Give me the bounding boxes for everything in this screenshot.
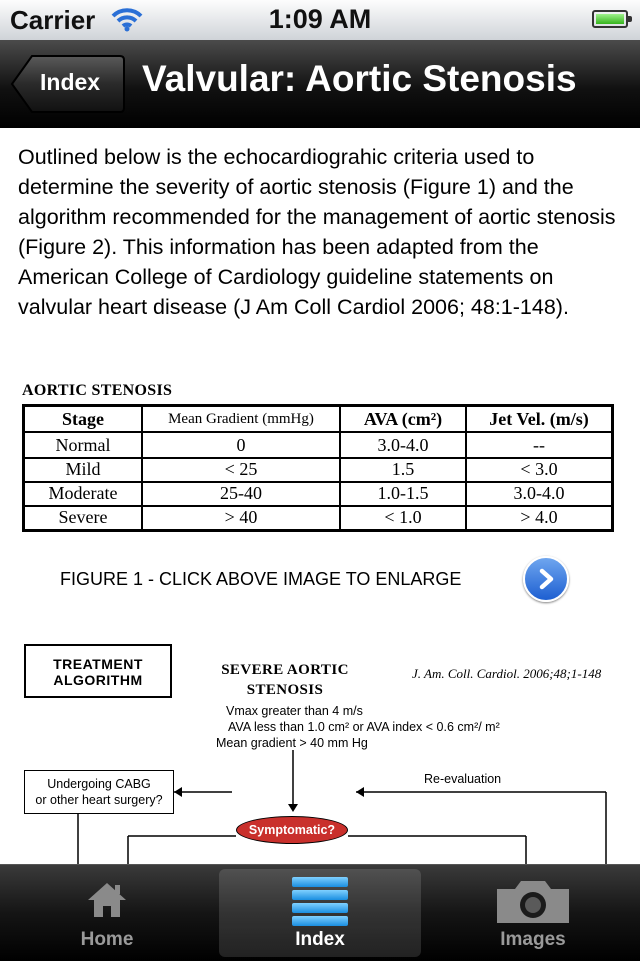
table-cell: 3.0-4.0 <box>513 483 565 503</box>
tab-images-label: Images <box>500 929 566 950</box>
severe-as-title-line1: SEVERE AORTIC <box>221 662 349 678</box>
battery-icon <box>592 10 628 28</box>
table-header-cell: Stage <box>62 409 104 429</box>
table-cell: > 4.0 <box>520 507 558 527</box>
table-cell: Severe <box>58 507 108 527</box>
treatment-algorithm-label <box>24 644 172 698</box>
algorithm-connector-lines <box>0 128 640 864</box>
tab-bar <box>0 864 640 961</box>
table-cell: Mild <box>65 459 101 479</box>
tab-images[interactable] <box>432 869 634 957</box>
table-cell: 3.0-4.0 <box>377 435 429 455</box>
table-cell: 25-40 <box>220 483 262 503</box>
back-button[interactable] <box>10 54 126 114</box>
table-header-cell: Mean Gradient (mmHg) <box>168 411 314 427</box>
table-cell: Moderate <box>48 483 118 503</box>
treatment-label-line2: ALGORITHM <box>53 672 143 688</box>
navigation-bar <box>0 40 640 128</box>
tab-home-label: Home <box>80 929 134 950</box>
clock: 1:09 AM <box>268 4 372 34</box>
table-cell: 0 <box>236 435 246 455</box>
treatment-label-line1: TREATMENT <box>53 656 143 672</box>
cabg-decision-box <box>24 770 174 814</box>
tab-index[interactable] <box>219 869 421 957</box>
symptomatic-node: Symptomatic? <box>236 816 348 844</box>
home-icon <box>86 879 128 924</box>
table-header-cell: AVA (cm²) <box>363 409 443 429</box>
camera-icon <box>495 879 571 930</box>
table-cell: < 3.0 <box>520 459 558 479</box>
cabg-line2: or other heart surgery? <box>35 793 163 807</box>
severe-as-title-line2: STENOSIS <box>246 682 324 698</box>
back-button-label: Index <box>40 69 101 95</box>
list-icon <box>291 875 349 934</box>
table-cell: > 40 <box>224 507 258 527</box>
table-cell: 1.0-1.5 <box>377 483 429 503</box>
figure1-heading: AORTIC STENOSIS <box>22 382 173 399</box>
reevaluation-label: Re-evaluation <box>424 772 502 786</box>
tab-home[interactable] <box>6 869 208 957</box>
status-bar <box>0 0 640 41</box>
table-cell: < 1.0 <box>384 507 422 527</box>
cabg-line1: Undergoing CABG <box>47 777 151 791</box>
criteria-gradient: Mean gradient > 40 mm Hg <box>216 736 368 750</box>
algorithm-citation: J. Am. Coll. Cardiol. 2006;48;1-148 <box>412 666 602 681</box>
table-cell: Normal <box>55 435 111 455</box>
table-header-cell: Jet Vel. (m/s) <box>489 409 589 429</box>
page-title: Valvular: Aortic Stenosis <box>142 58 577 99</box>
carrier-label: Carrier <box>10 5 96 35</box>
table-cell: 1.5 <box>391 459 415 479</box>
figure1-caption: FIGURE 1 - CLICK ABOVE IMAGE TO ENLARGE <box>60 569 462 589</box>
intro-paragraph: Outlined below is the echocardiograhic criteria used to determine the severity of aortic stenosis (Figure 1) and the algorithm recommended for the management of aortic stenosis (Figure 2). This information has been adapted from the American College of Cardiology guideline statements on valvular heart disease (J Am Coll Cardiol 2006; 48:1-148). <box>18 145 616 319</box>
severe-as-title <box>200 660 370 700</box>
table-cell: -- <box>533 435 545 455</box>
criteria-ava: AVA less than 1.0 cm² or AVA index < 0.6 cm²/ m² <box>228 720 500 734</box>
criteria-vmax: Vmax greater than 4 m/s <box>226 704 363 718</box>
tab-index-label: Index <box>295 929 345 950</box>
table-cell: < 25 <box>224 459 258 479</box>
content-scroll-area[interactable] <box>0 128 640 864</box>
